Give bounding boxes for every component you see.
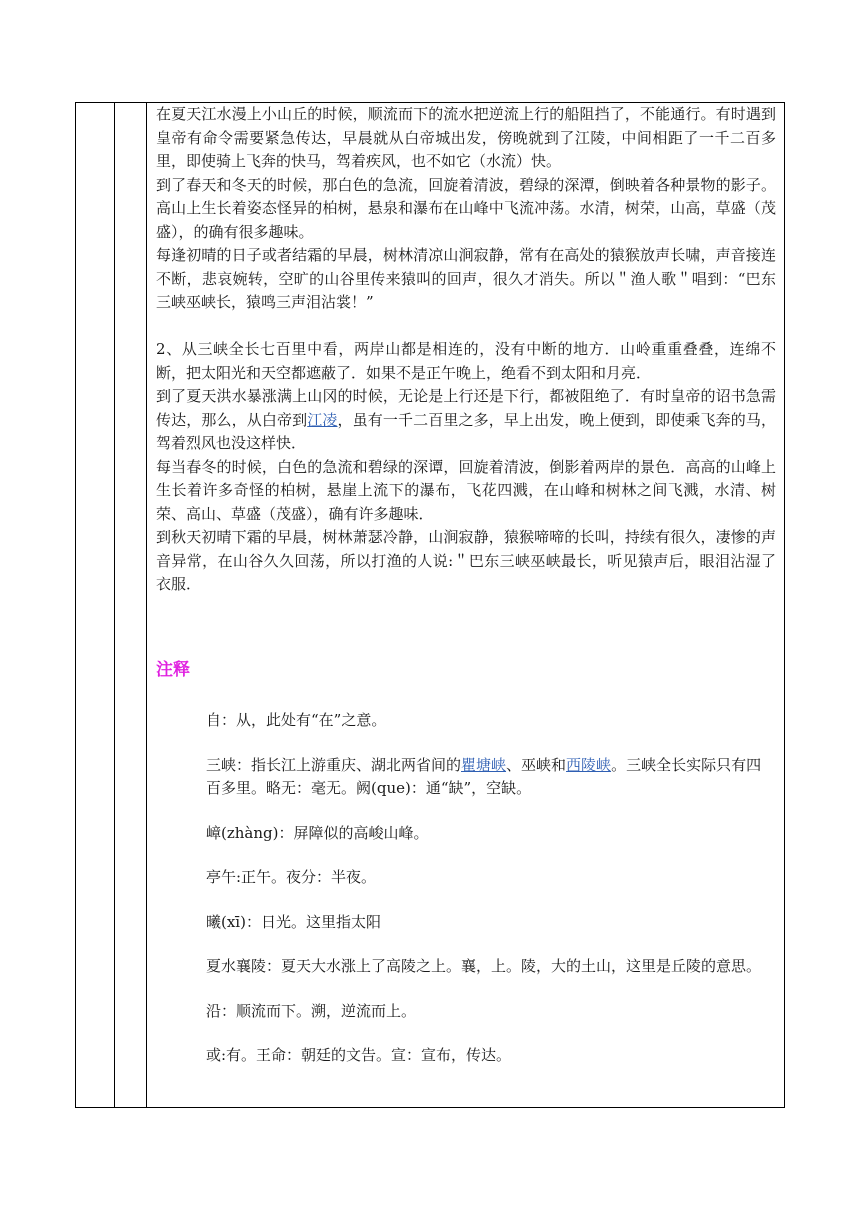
note-item: 亭午:正午。夜分：半夜。 (206, 868, 377, 886)
translation-paragraph (156, 385, 776, 456)
notes-heading: 注释 (156, 660, 190, 680)
translation-paragraph: 2、从三峡全长七百里中看，两岸山都是相连的，没有中断的地方．山岭重重叠叠，连绵不断，把太阳光和天空都遮蔽了．如果不是正午晚上，绝看不到太阳和月亮． (156, 340, 776, 382)
document-table (75, 102, 785, 1108)
translation-paragraph: 每当春冬的时候，白色的急流和碧绿的深谭，回旋着清波，倒影着两岸的景色．高高的山峰上生长着许多奇怪的柏树，悬崖上流下的瀑布，飞花四溅，在山峰和树林之间飞溅，水清、树荣、高山、草盛（茂盛），确有许多趣味． (156, 457, 776, 523)
text-span: 三峡：指长江上游重庆、湖北两省间的 (206, 755, 462, 774)
note-item: 夏水襄陵：夏天大水涨上了高陵之上。襄，上。陵，大的土山，这里是丘陵的意思。 (206, 957, 762, 975)
qutang-gorge-link[interactable]: 瞿塘峡 (461, 755, 507, 774)
text-span: 到了夏天洪水暴涨满上山冈的时候，无论是上行还是下行，都被阻绝了．有时皇帝的诏书急需传达，那么，从白帝到 (156, 387, 776, 429)
note-item: 或:有。王命：朝廷的文告。宣：宣布，传达。 (206, 1046, 512, 1064)
note-item: 曦(xī)：日光。这里指太阳 (206, 912, 381, 931)
note-item (206, 754, 776, 801)
table-column-divider (146, 103, 147, 1107)
translation-paragraph: 每逢初晴的日子或者结霜的早晨，树林清凉山涧寂静，常有在高处的猿猴放声长啸，声音接连不断，悲哀婉转，空旷的山谷里传来猿叫的回声，很久才消失。所以＂渔人歌＂唱到：“巴东三峡巫峡长，猿鸣三声泪沾裳！” (156, 246, 776, 311)
jiangling-link[interactable]: 江凌 (307, 410, 338, 429)
translation-paragraph: 到了春天和冬天的时候，那白色的急流，回旋着清波，碧绿的深潭，倒映着各种景物的影子。高山上生长着姿态怪异的柏树，悬泉和瀑布在山峰中飞流冲荡。水清，树荣，山高，草盛（茂盛），的确有很多趣味。 (156, 175, 776, 241)
note-item: 自：从，此处有“在”之意。 (206, 711, 387, 729)
note-item: 嶂(zhàng)：屏障似的高峻山峰。 (206, 823, 429, 842)
note-item: 沿：顺流而下。溯，逆流而上。 (206, 1001, 417, 1020)
text-span: 。三峡全长实际只有四百多里。略无：毫无。阙(que)：通“缺”，空缺。 (206, 755, 762, 797)
xiling-gorge-link[interactable]: 西陵峡 (566, 755, 612, 774)
text-span: 、巫峡和 (506, 755, 567, 774)
translation-section (156, 103, 776, 597)
table-column-divider (114, 103, 115, 1107)
translation-paragraph: 到秋天初晴下霜的早晨，树林萧瑟冷静，山涧寂静，猿猴啼啼的长叫，持续有很久，凄惨的声音异常，在山谷久久回荡，所以打渔的人说:＂巴东三峡巫峡最长，听见猿声后，眼泪沾湿了衣服． (156, 528, 776, 593)
translation-paragraph: 在夏天江水漫上小山丘的时候，顺流而下的流水把逆流上行的船阻挡了，不能通行。有时遇到皇帝有命令需要紧急传达，早晨就从白帝城出发，傍晚就到了江陵，中间相距了一千二百多里，即使骑上飞奔的快马，驾着疾风，也不如它（水流）快。 (156, 105, 776, 170)
notes-section (206, 709, 776, 1089)
text-span: ，虽有一千二百里之多，早上出发，晚上便到，即使乘飞奔的马，驾着烈风也没这样快． (156, 410, 776, 452)
